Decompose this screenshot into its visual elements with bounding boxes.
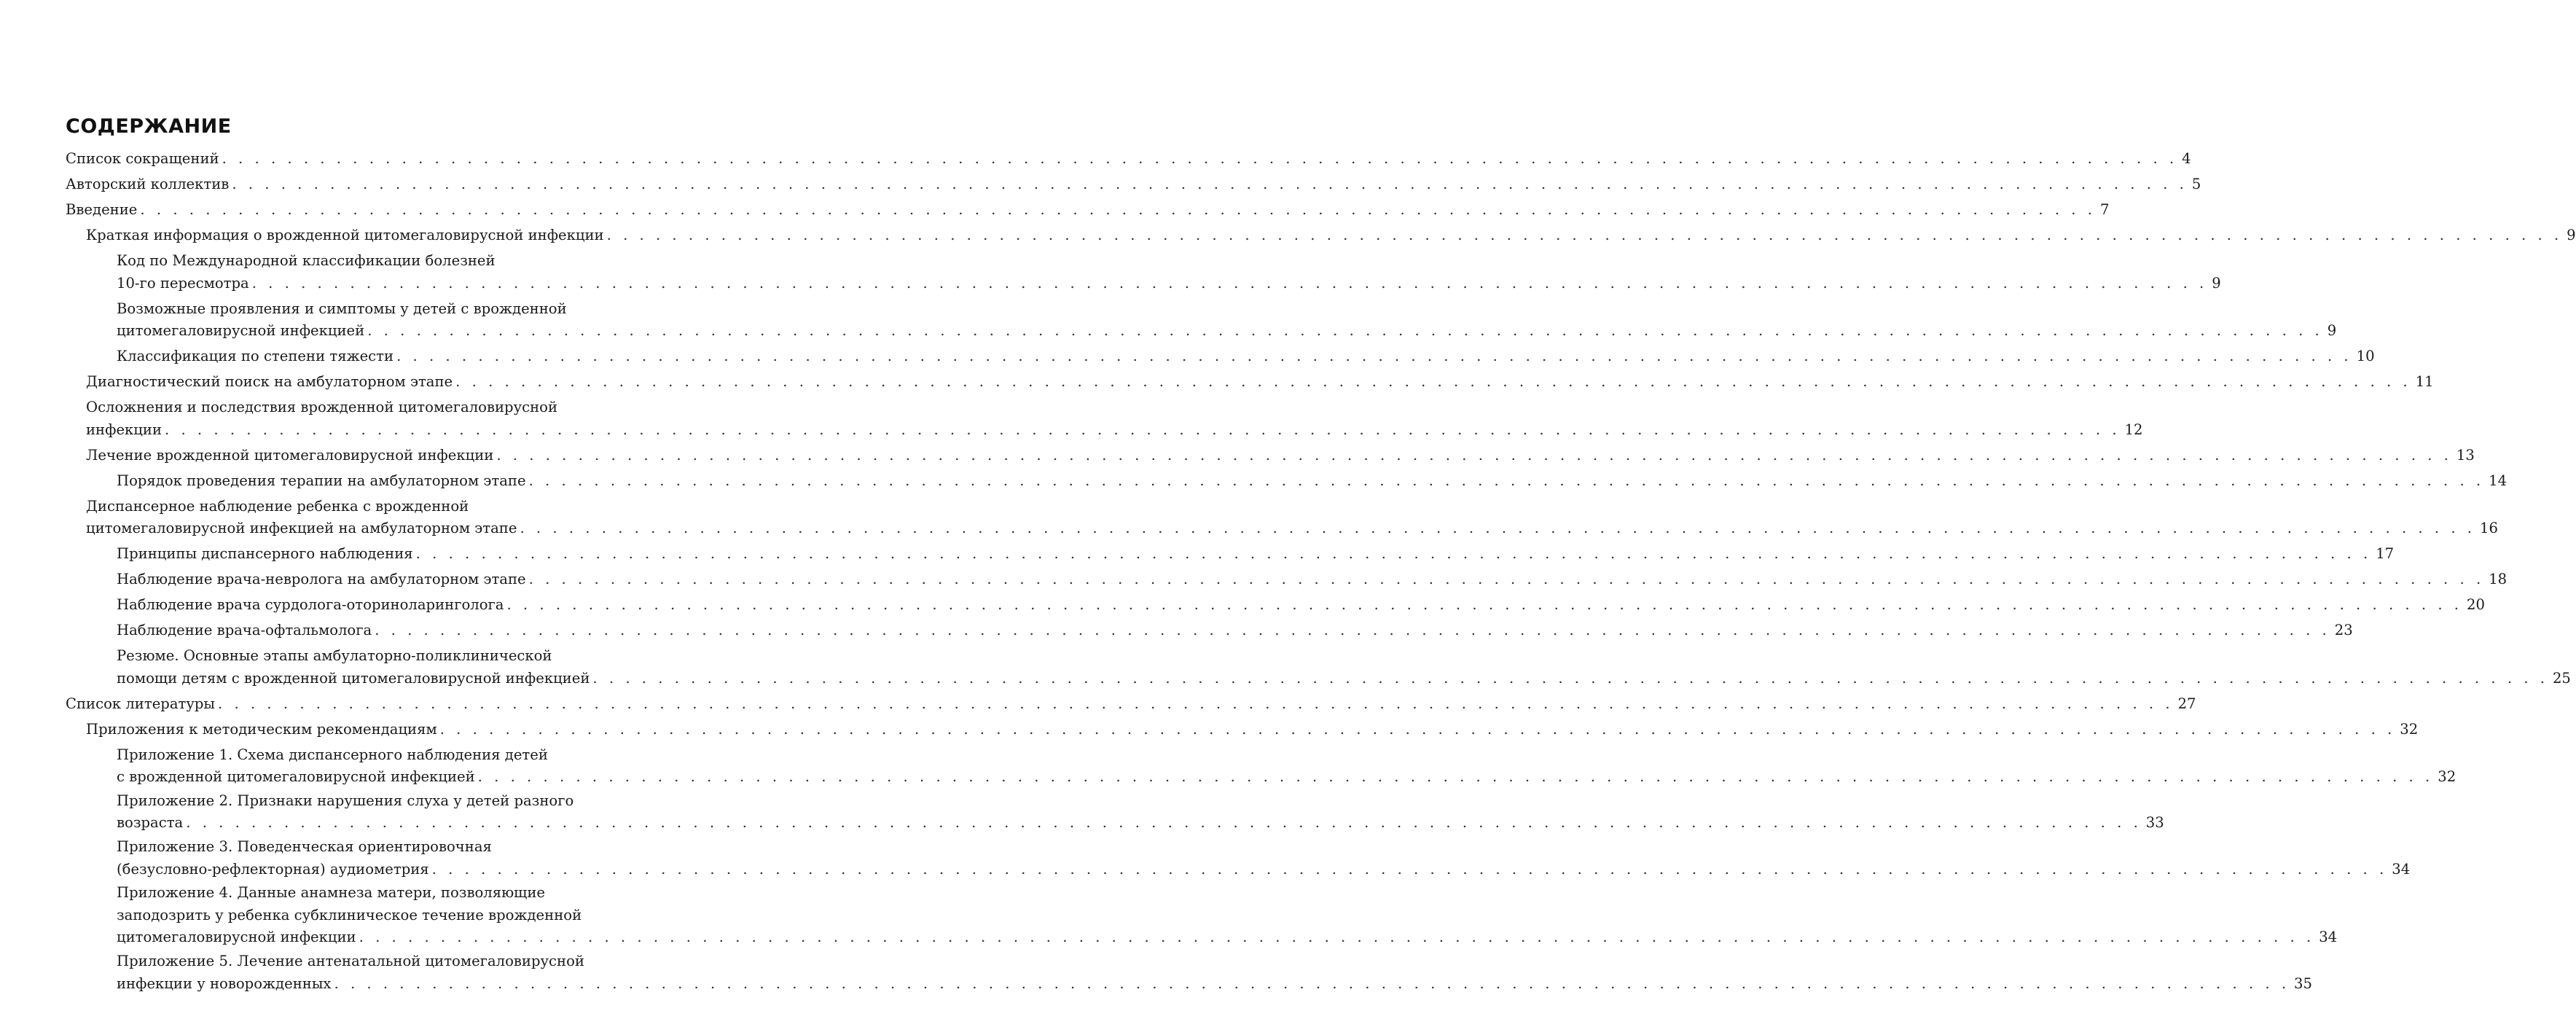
page-number: 5 bbox=[2191, 175, 2201, 192]
page-number: 32 bbox=[2400, 720, 2419, 738]
dot-leader: . . . . . . . . . . . . . . . . . . . . . . . . . . . . . . . . . . . . . . . . . . . . . . . . . . . . . . . . . . . . . . . . . . . . . . . . . . . . . . . . . . . . . . . . . . . . . . . . . . . . . . . . . . . . . . . . . . . . . . . . bbox=[528, 571, 2485, 588]
table-of-contents bbox=[66, 148, 2576, 996]
dot-leader: . . . . . . . . . . . . . . . . . . . . . . . . . . . . . . . . . . . . . . . . . . . . . . . . . . . . . . . . . . . . . . . . . . . . . . . . . . . . . . . . . . . . . . . . . . . . . . . . . . . . . . . . . . . . . . . . . . . . . . . . bbox=[528, 472, 2485, 489]
toc-entry[interactable] bbox=[66, 397, 2143, 441]
dot-leader: . . . . . . . . . . . . . . . . . . . . . . . . . . . . . . . . . . . . . . . . . . . . . . . . . . . . . . . . . . . . . . . . . . . . . . . . . . . . . . . . . . . . . . . . . . . . . . . . . . . . . . . . . . . . . . . . . . . . . . . . bbox=[396, 348, 2352, 365]
toc-entry-title: Краткая информация о врожденной цитомегаловирусной инфекции bbox=[86, 226, 604, 243]
toc-entry[interactable] bbox=[66, 693, 2196, 716]
dot-leader: . . . . . . . . . . . . . . . . . . . . . . . . . . . . . . . . . . . . . . . . . . . . . . . . . . . . . . . . . . . . . . . . . . . . . . . . . . . . . . . . . . . . . . . . . . . . . . . . . . . . . . . . . . . . . . . . . . . . . . . . bbox=[334, 975, 2290, 992]
toc-entry[interactable] bbox=[66, 790, 2164, 835]
page-number: 35 bbox=[2294, 975, 2312, 992]
toc-entry-title: возраста bbox=[117, 814, 184, 832]
toc-entry-title: цитомегаловирусной инфекцией bbox=[117, 322, 365, 340]
toc-entry-title: 10-го пересмотра bbox=[117, 274, 249, 292]
toc-entry-title: инфекции у новорожденных bbox=[117, 975, 332, 992]
dot-leader: . . . . . . . . . . . . . . . . . . . . . . . . . . . . . . . . . . . . . . . . . . . . . . . . . . . . . . . . . . . . . . . . . . . . . . . . . . . . . . . . . . . . . . . . . . . . . . . . . . . . . . . . . . . . . . . . . . . . . . . . bbox=[496, 446, 2452, 464]
toc-entry[interactable] bbox=[66, 496, 2498, 540]
toc-entry-title: помощи детям с врожденной цитомегаловирусной инфекцией bbox=[117, 669, 590, 687]
toc-entry[interactable] bbox=[66, 173, 2201, 196]
dot-leader: . . . . . . . . . . . . . . . . . . . . . . . . . . . . . . . . . . . . . . . . . . . . . . . . . . . . . . . . . . . . . . . . . . . . . . . . . . . . . . . . . . . . . . . . . . . . . . . . . . . . . . . . . . . . . . . . . . . . . . . . bbox=[477, 768, 2434, 786]
page-number: 9 bbox=[2327, 322, 2337, 340]
toc-entry-title: Порядок проведения терапии на амбулаторном этапе bbox=[117, 472, 526, 489]
page-number: 16 bbox=[2480, 520, 2498, 537]
toc-entry-title: Приложение 4. Данные анамнеза матери, позволяющие bbox=[117, 884, 546, 902]
dot-leader: . . . . . . . . . . . . . . . . . . . . . . . . . . . . . . . . . . . . . . . . . . . . . . . . . . . . . . . . . . . . . . . . . . . . . . . . . . . . . . . . . . . . . . . . . . . . . . . . . . . . . . . . . . . . . . . . . . . . . . . . bbox=[455, 373, 2411, 391]
toc-entry[interactable] bbox=[66, 836, 2411, 880]
toc-entry-title: Наблюдение врача сурдолога-оториноларинголога bbox=[117, 596, 504, 614]
toc-entry-title: Принципы диспансерного наблюдения bbox=[117, 545, 413, 563]
toc-entry-title: Список сокращений bbox=[66, 150, 219, 167]
dot-leader: . . . . . . . . . . . . . . . . . . . . . . . . . . . . . . . . . . . . . . . . . . . . . . . . . . . . . . . . . . . . . . . . . . . . . . . . . . . . . . . . . . . . . . . . . . . . . . . . . . . . . . . . . . . . . . . . . . . . . . . . bbox=[592, 669, 2548, 687]
toc-entry[interactable] bbox=[66, 298, 2337, 343]
toc-entry[interactable] bbox=[66, 594, 2485, 617]
toc-entry-title: цитомегаловирусной инфекции bbox=[117, 929, 356, 946]
toc-entry-title: Лечение врожденной цитомегаловирусной инфекции bbox=[86, 446, 494, 464]
page-number: 10 bbox=[2356, 348, 2375, 365]
toc-entry-title: Приложение 2. Признаки нарушения слуха у детей разного bbox=[117, 792, 574, 809]
page-number: 9 bbox=[2567, 226, 2576, 243]
toc-entry[interactable] bbox=[66, 371, 2434, 394]
dot-leader: . . . . . . . . . . . . . . . . . . . . . . . . . . . . . . . . . . . . . . . . . . . . . . . . . . . . . . . . . . . . . . . . . . . . . . . . . . . . . . . . . . . . . . . . . . . . . . . . . . . . . . . . . . . . . . . . . . . . . . . . bbox=[140, 200, 2096, 218]
toc-entry[interactable] bbox=[66, 250, 2221, 294]
page-number: 9 bbox=[2212, 274, 2221, 292]
toc-entry[interactable] bbox=[66, 744, 2456, 789]
page-number: 23 bbox=[2334, 622, 2353, 639]
dot-leader: . . . . . . . . . . . . . . . . . . . . . . . . . . . . . . . . . . . . . . . . . . . . . . . . . . . . . . . . . . . . . . . . . . . . . . . . . . . . . . . . . . . . . . . . . . . . . . . . . . . . . . . . . . . . . . . . . . . . . . . . bbox=[359, 929, 2315, 946]
dot-leader: . . . . . . . . . . . . . . . . . . . . . . . . . . . . . . . . . . . . . . . . . . . . . . . . . . . . . . . . . . . . . . . . . . . . . . . . . . . . . . . . . . . . . . . . . . . . . . . . . . . . . . . . . . . . . . . . . . . . . . . . bbox=[232, 175, 2188, 192]
page-number: 34 bbox=[2319, 929, 2338, 946]
toc-entry[interactable] bbox=[66, 950, 2312, 995]
toc-entry-title: Приложения к методическим рекомендациям bbox=[86, 720, 437, 738]
dot-leader: . . . . . . . . . . . . . . . . . . . . . . . . . . . . . . . . . . . . . . . . . . . . . . . . . . . . . . . . . . . . . . . . . . . . . . . . . . . . . . . . . . . . . . . . . . . . . . . . . . . . . . . . . . . . . . . . . . . . . . . . bbox=[375, 622, 2330, 639]
page-title: СОДЕРЖАНИЕ bbox=[66, 115, 232, 138]
toc-entry[interactable] bbox=[66, 620, 2353, 642]
toc-entry-title: Приложение 3. Поведенческая ориентировочная bbox=[117, 838, 492, 856]
toc-entry-title: Диспансерное наблюдение ребенка с врожденной bbox=[86, 497, 469, 515]
dot-leader: . . . . . . . . . . . . . . . . . . . . . . . . . . . . . . . . . . . . . . . . . . . . . . . . . . . . . . . . . . . . . . . . . . . . . . . . . . . . . . . . . . . . . . . . . . . . . . . . . . . . . . . . . . . . . . . . . . . . . . . . bbox=[186, 814, 2142, 832]
toc-entry-title: Диагностический поиск на амбулаторном этапе bbox=[86, 373, 453, 391]
toc-entry-title: Авторский коллектив bbox=[66, 175, 230, 192]
toc-entry-title: Резюме. Основные этапы амбулаторно-поликлинической bbox=[117, 647, 552, 665]
toc-entry-title: Код по Международной классификации болезней bbox=[117, 251, 496, 269]
page-number: 32 bbox=[2438, 768, 2456, 786]
toc-entry-title: Классификация по степени тяжести bbox=[117, 348, 394, 365]
toc-entry[interactable] bbox=[66, 645, 2571, 690]
dot-leader: . . . . . . . . . . . . . . . . . . . . . . . . . . . . . . . . . . . . . . . . . . . . . . . . . . . . . . . . . . . . . . . . . . . . . . . . . . . . . . . . . . . . . . . . . . . . . . . . . . . . . . . . . . . . . . . . . . . . . . . . bbox=[415, 545, 2372, 563]
page-number: 27 bbox=[2177, 695, 2196, 712]
dot-leader: . . . . . . . . . . . . . . . . . . . . . . . . . . . . . . . . . . . . . . . . . . . . . . . . . . . . . . . . . . . . . . . . . . . . . . . . . . . . . . . . . . . . . . . . . . . . . . . . . . . . . . . . . . . . . . . . . . . . . . . . bbox=[165, 421, 2121, 438]
toc-entry-title: Наблюдение врача-офтальмолога bbox=[117, 622, 372, 639]
toc-entry-title: Приложение 1. Схема диспансерного наблюдения детей bbox=[117, 746, 548, 763]
dot-leader: . . . . . . . . . . . . . . . . . . . . . . . . . . . . . . . . . . . . . . . . . . . . . . . . . . . . . . . . . . . . . . . . . . . . . . . . . . . . . . . . . . . . . . . . . . . . . . . . . . . . . . . . . . . . . . . . . . . . . . . . bbox=[439, 720, 2396, 738]
toc-entry[interactable] bbox=[66, 148, 2191, 171]
toc-entry[interactable] bbox=[66, 569, 2508, 591]
page-number: 33 bbox=[2145, 814, 2164, 832]
toc-entry-title: с врожденной цитомегаловирусной инфекцией bbox=[117, 768, 475, 786]
toc-entry[interactable] bbox=[66, 470, 2508, 493]
dot-leader: . . . . . . . . . . . . . . . . . . . . . . . . . . . . . . . . . . . . . . . . . . . . . . . . . . . . . . . . . . . . . . . . . . . . . . . . . . . . . . . . . . . . . . . . . . . . . . . . . . . . . . . . . . . . . . . . . . . . . . . . bbox=[218, 695, 2174, 712]
dot-leader: . . . . . . . . . . . . . . . . . . . . . . . . . . . . . . . . . . . . . . . . . . . . . . . . . . . . . . . . . . . . . . . . . . . . . . . . . . . . . . . . . . . . . . . . . . . . . . . . . . . . . . . . . . . . . . . . . . . . . . . . bbox=[251, 274, 2208, 292]
toc-entry[interactable] bbox=[66, 224, 2576, 247]
dot-leader: . . . . . . . . . . . . . . . . . . . . . . . . . . . . . . . . . . . . . . . . . . . . . . . . . . . . . . . . . . . . . . . . . . . . . . . . . . . . . . . . . . . . . . . . . . . . . . . . . . . . . . . . . . . . . . . . . . . . . . . . bbox=[222, 150, 2178, 167]
page-number: 20 bbox=[2467, 596, 2485, 614]
page-number: 18 bbox=[2489, 571, 2508, 588]
toc-entry[interactable] bbox=[66, 882, 2338, 949]
toc-entry-title: (безусловно-рефлекторная) аудиометрия bbox=[117, 860, 429, 878]
dot-leader: . . . . . . . . . . . . . . . . . . . . . . . . . . . . . . . . . . . . . . . . . . . . . . . . . . . . . . . . . . . . . . . . . . . . . . . . . . . . . . . . . . . . . . . . . . . . . . . . . . . . . . . . . . . . . . . . . . . . . . . . bbox=[520, 520, 2476, 537]
toc-entry-title: Введение bbox=[66, 200, 138, 218]
page-number: 11 bbox=[2415, 373, 2434, 391]
toc-entry[interactable] bbox=[66, 199, 2110, 222]
toc-entry[interactable] bbox=[66, 345, 2375, 368]
toc-entry-title: Осложнения и последствия врожденной цитомегаловирусной bbox=[86, 399, 558, 416]
page-number: 25 bbox=[2552, 669, 2571, 687]
toc-entry-title: инфекции bbox=[86, 421, 163, 438]
toc-entry-title: цитомегаловирусной инфекцией на амбулаторном этапе bbox=[86, 520, 517, 537]
toc-entry-title: Возможные проявления и симптомы у детей с врожденной bbox=[117, 300, 567, 317]
page-number: 14 bbox=[2489, 472, 2508, 489]
page-number: 34 bbox=[2392, 860, 2411, 878]
toc-entry-title: Список литературы bbox=[66, 695, 216, 712]
toc-entry-title: заподозрить у ребенка субклиническое течение врожденной bbox=[117, 906, 582, 923]
page-number: 7 bbox=[2099, 200, 2110, 218]
toc-entry[interactable] bbox=[66, 445, 2475, 467]
toc-entry[interactable] bbox=[66, 719, 2419, 741]
page-number: 17 bbox=[2376, 545, 2395, 563]
dot-leader: . . . . . . . . . . . . . . . . . . . . . . . . . . . . . . . . . . . . . . . . . . . . . . . . . . . . . . . . . . . . . . . . . . . . . . . . . . . . . . . . . . . . . . . . . . . . . . . . . . . . . . . . . . . . . . . . . . . . . . . . bbox=[431, 860, 2388, 878]
dot-leader: . . . . . . . . . . . . . . . . . . . . . . . . . . . . . . . . . . . . . . . . . . . . . . . . . . . . . . . . . . . . . . . . . . . . . . . . . . . . . . . . . . . . . . . . . . . . . . . . . . . . . . . . . . . . . . . . . . . . . . . . bbox=[367, 322, 2323, 340]
toc-entry[interactable] bbox=[66, 543, 2395, 566]
page-number: 12 bbox=[2124, 421, 2143, 438]
page-number: 13 bbox=[2456, 446, 2475, 464]
toc-entry-title: Наблюдение врача-невролога на амбулаторном этапе bbox=[117, 571, 526, 588]
page-number: 4 bbox=[2182, 150, 2191, 167]
dot-leader: . . . . . . . . . . . . . . . . . . . . . . . . . . . . . . . . . . . . . . . . . . . . . . . . . . . . . . . . . . . . . . . . . . . . . . . . . . . . . . . . . . . . . . . . . . . . . . . . . . . . . . . . . . . . . . . . . . . . . . . . bbox=[606, 226, 2563, 243]
toc-entry-title: Приложение 5. Лечение антенатальной цитомегаловирусной bbox=[117, 953, 584, 970]
dot-leader: . . . . . . . . . . . . . . . . . . . . . . . . . . . . . . . . . . . . . . . . . . . . . . . . . . . . . . . . . . . . . . . . . . . . . . . . . . . . . . . . . . . . . . . . . . . . . . . . . . . . . . . . . . . . . . . . . . . . . . . . bbox=[506, 596, 2463, 614]
